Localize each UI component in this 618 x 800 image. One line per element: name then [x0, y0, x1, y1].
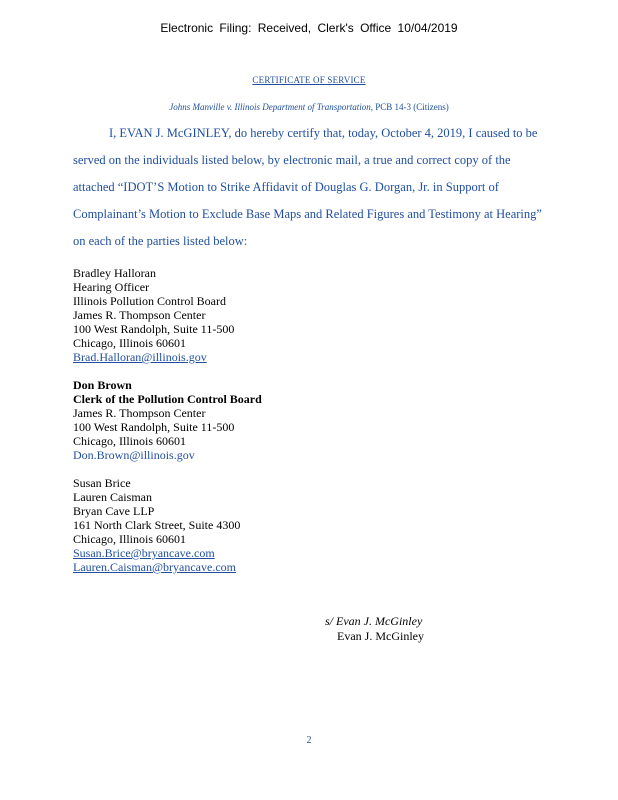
- recipient-line: Chicago, Illinois 60601: [73, 336, 186, 350]
- electronic-signature: s/ Evan J. McGinley: [325, 614, 423, 628]
- recipient-line: 100 West Randolph, Suite 11-500: [73, 322, 235, 336]
- recipient-line: Illinois Pollution Control Board: [73, 294, 227, 308]
- recipient-line: James R. Thompson Center: [73, 308, 206, 322]
- recipient-email-link[interactable]: Lauren.Caisman@bryancave.com: [73, 560, 236, 574]
- case-name: Johns Manville v. Illinois Department of Transportation: [169, 102, 371, 112]
- recipient-line: Bryan Cave LLP: [73, 504, 155, 518]
- recipient-line: Chicago, Illinois 60601: [73, 434, 186, 448]
- recipient-line: Bradley Halloran: [73, 266, 156, 280]
- recipient-line: 161 North Clark Street, Suite 4300: [73, 518, 241, 532]
- electronic-filing-header: Electronic Filing: Received, Clerk's Office 10/04/2019: [160, 21, 458, 35]
- recipient-line: Chicago, Illinois 60601: [73, 532, 186, 546]
- case-number: , PCB 14-3 (Citizens): [370, 102, 449, 112]
- service-recipient-3: [73, 476, 240, 574]
- case-caption: [0, 102, 618, 112]
- recipient-line: Clerk of the Pollution Control Board: [73, 392, 262, 406]
- recipient-email[interactable]: Don.Brown@illinois.gov: [73, 448, 195, 462]
- service-recipient-1: [73, 266, 234, 364]
- certificate-title: CERTIFICATE OF SERVICE: [252, 75, 366, 85]
- certification-paragraph: [73, 120, 553, 255]
- recipient-email-link[interactable]: Susan.Brice@bryancave.com: [73, 546, 215, 560]
- recipient-line: Hearing Officer: [73, 280, 150, 294]
- recipient-line: Don Brown: [73, 378, 132, 392]
- page-number: 2: [306, 735, 312, 746]
- recipient-line: Susan Brice: [73, 476, 131, 490]
- recipient-email-link[interactable]: Brad.Halloran@illinois.gov: [73, 350, 207, 364]
- recipient-line: Lauren Caisman: [73, 490, 152, 504]
- recipient-line: James R. Thompson Center: [73, 406, 206, 420]
- service-recipient-2: [73, 378, 262, 462]
- signature-block: [325, 614, 424, 644]
- signer-name: Evan J. McGinley: [337, 629, 424, 643]
- certification-text: I, EVAN J. McGINLEY, do hereby certify that, today, October 4, 2019, I caused to be served on the individuals listed below, by electronic mail, a true and correct copy of the attached “IDOT’S Motion to Strike Affidavit of Douglas G. Dorgan, Jr. in Support of Complainant’s Motion to Exclude Base Maps and Related Figures and Testimony at Hearing” on each of the parties listed below:: [73, 126, 542, 248]
- recipient-line: 100 West Randolph, Suite 11-500: [73, 420, 235, 434]
